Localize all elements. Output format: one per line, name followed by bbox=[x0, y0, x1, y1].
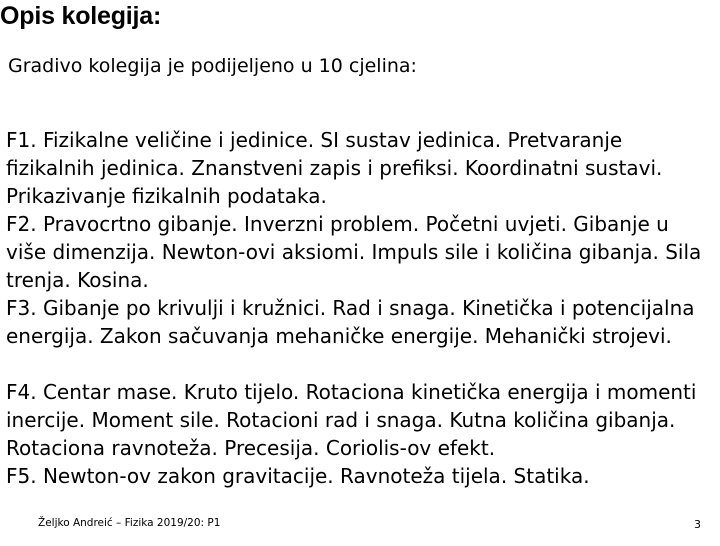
topic-item-f4: F4. Centar mase. Kruto tijelo. Rotaciona kinetička energija i momenti inercije. Moment sile. Rotacioni rad i snaga. Kutna količina gibanja. Rotaciona ravnoteža. Precesija. Coriolis-ov efekt. bbox=[6, 380, 697, 460]
topic-item-f2: F2. Pravocrtno gibanje. Inverzni problem. Početni uvjeti. Gibanje u više dimenzija. Newton-ovi aksiomi. Impuls sile i količina gibanja. Sila trenja. Kosina. bbox=[6, 212, 702, 292]
topic-item-f1: F1. Fizikalne veličine i jedinice. SI sustav jedinica. Pretvaranje fizikalnih jedinica. Znanstveni zapis i prefiksi. Koordinatni sustavi. Prikazivanje fizikalnih podataka. bbox=[6, 128, 663, 208]
page-number: 3 bbox=[694, 518, 701, 531]
footer-text: Željko Andreić – Fizika 2019/20: P1 bbox=[38, 517, 221, 529]
slide-title: Opis kolegija: bbox=[0, 2, 162, 30]
topic-list bbox=[6, 126, 711, 546]
topic-item-f3: F3. Gibanje po krivulji i kružnici. Rad i snaga. Kinetička i potencijalna energija. Zakon sačuvanja mehaničke energije. Mehanički strojevi. bbox=[6, 296, 695, 348]
topic-item-f5: F5. Newton-ov zakon gravitacije. Ravnoteža tijela. Statika. bbox=[6, 464, 590, 488]
intro-text: Gradivo kolegija je podijeljeno u 10 cjelina: bbox=[8, 55, 417, 77]
